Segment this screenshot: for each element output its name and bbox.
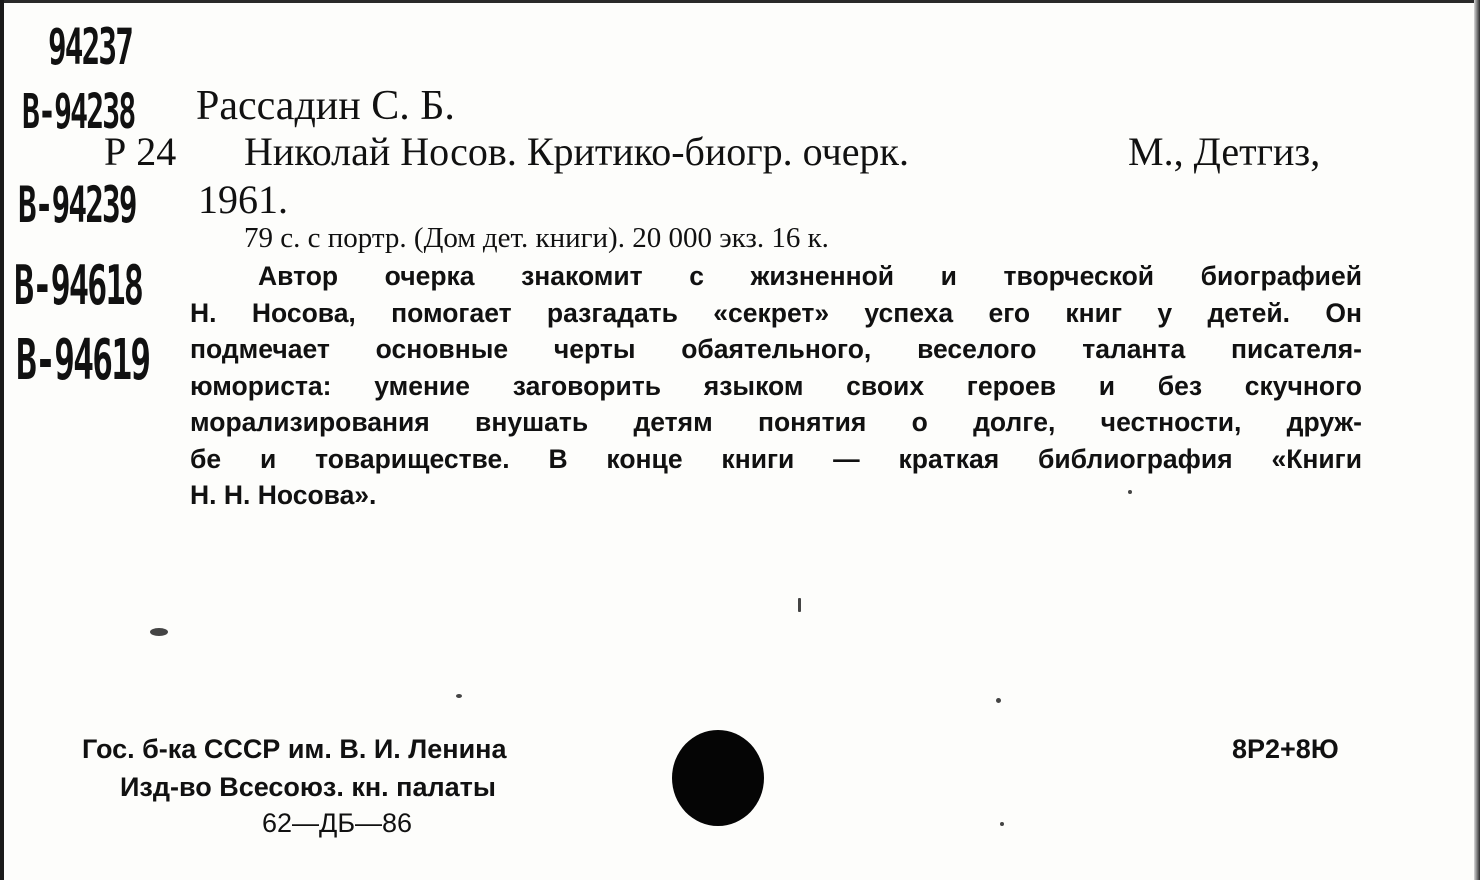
card-top-edge <box>0 0 1480 3</box>
handwritten-code-3: В-94239 <box>18 176 136 234</box>
publisher-imprint: Изд-во Всесоюз. кн. палаты <box>120 772 496 802</box>
annotation-line: юмориста: умение заговорить языком своих героев и без скучного <box>190 370 1362 401</box>
annotation-line: морализирования внушать детям понятия о долге, честности, друж- <box>190 407 1362 437</box>
handwritten-code-5: В-94619 <box>16 328 150 393</box>
annotation <box>190 258 1362 514</box>
handwritten-code-2: В-94238 <box>22 84 135 140</box>
handwritten-code-4: В-94618 <box>14 254 143 317</box>
ink-speck <box>798 598 801 612</box>
annotation-line: Автор очерка знакомит с жизненной и творческой биографией <box>258 261 1362 291</box>
annotation-line: Н. Носова, помогает разгадать «секрет» успеха его книг у детей. Он <box>190 297 1362 328</box>
card-right-edge <box>1474 0 1480 880</box>
physical-description: 79 с. с портр. (Дом дет. книги). 20 000 экз. 16 к. <box>244 222 829 254</box>
ink-speck <box>1000 822 1004 826</box>
library-name: Гос. б-ка СССР им. В. И. Ленина <box>82 734 507 764</box>
card-code: 62—ДБ—86 <box>262 808 413 838</box>
ink-speck <box>1128 490 1132 494</box>
handwritten-code-1: 94237 <box>48 18 133 76</box>
classification-code: 8Р2+8Ю <box>1232 734 1339 764</box>
punch-hole <box>672 730 764 826</box>
annotation-line: бе и товариществе. В конце книги — краткая библиография «Книги <box>190 443 1362 474</box>
ink-speck <box>996 698 1001 703</box>
publication-year: 1961. <box>198 177 288 222</box>
ink-speck <box>456 694 462 698</box>
call-number: Р 24 <box>104 129 177 174</box>
author-name: Рассадин С. Б. <box>196 83 455 129</box>
annotation-line: подмечает основные черты обаятельного, веселого таланта писателя- <box>190 334 1362 364</box>
publisher: М., Детгиз, <box>1128 129 1321 174</box>
card-left-edge <box>0 0 4 880</box>
book-title: Николай Носов. Критико-биогр. очерк. <box>244 129 909 174</box>
annotation-line: Н. Н. Носова». <box>190 480 377 510</box>
ink-speck <box>150 628 168 636</box>
